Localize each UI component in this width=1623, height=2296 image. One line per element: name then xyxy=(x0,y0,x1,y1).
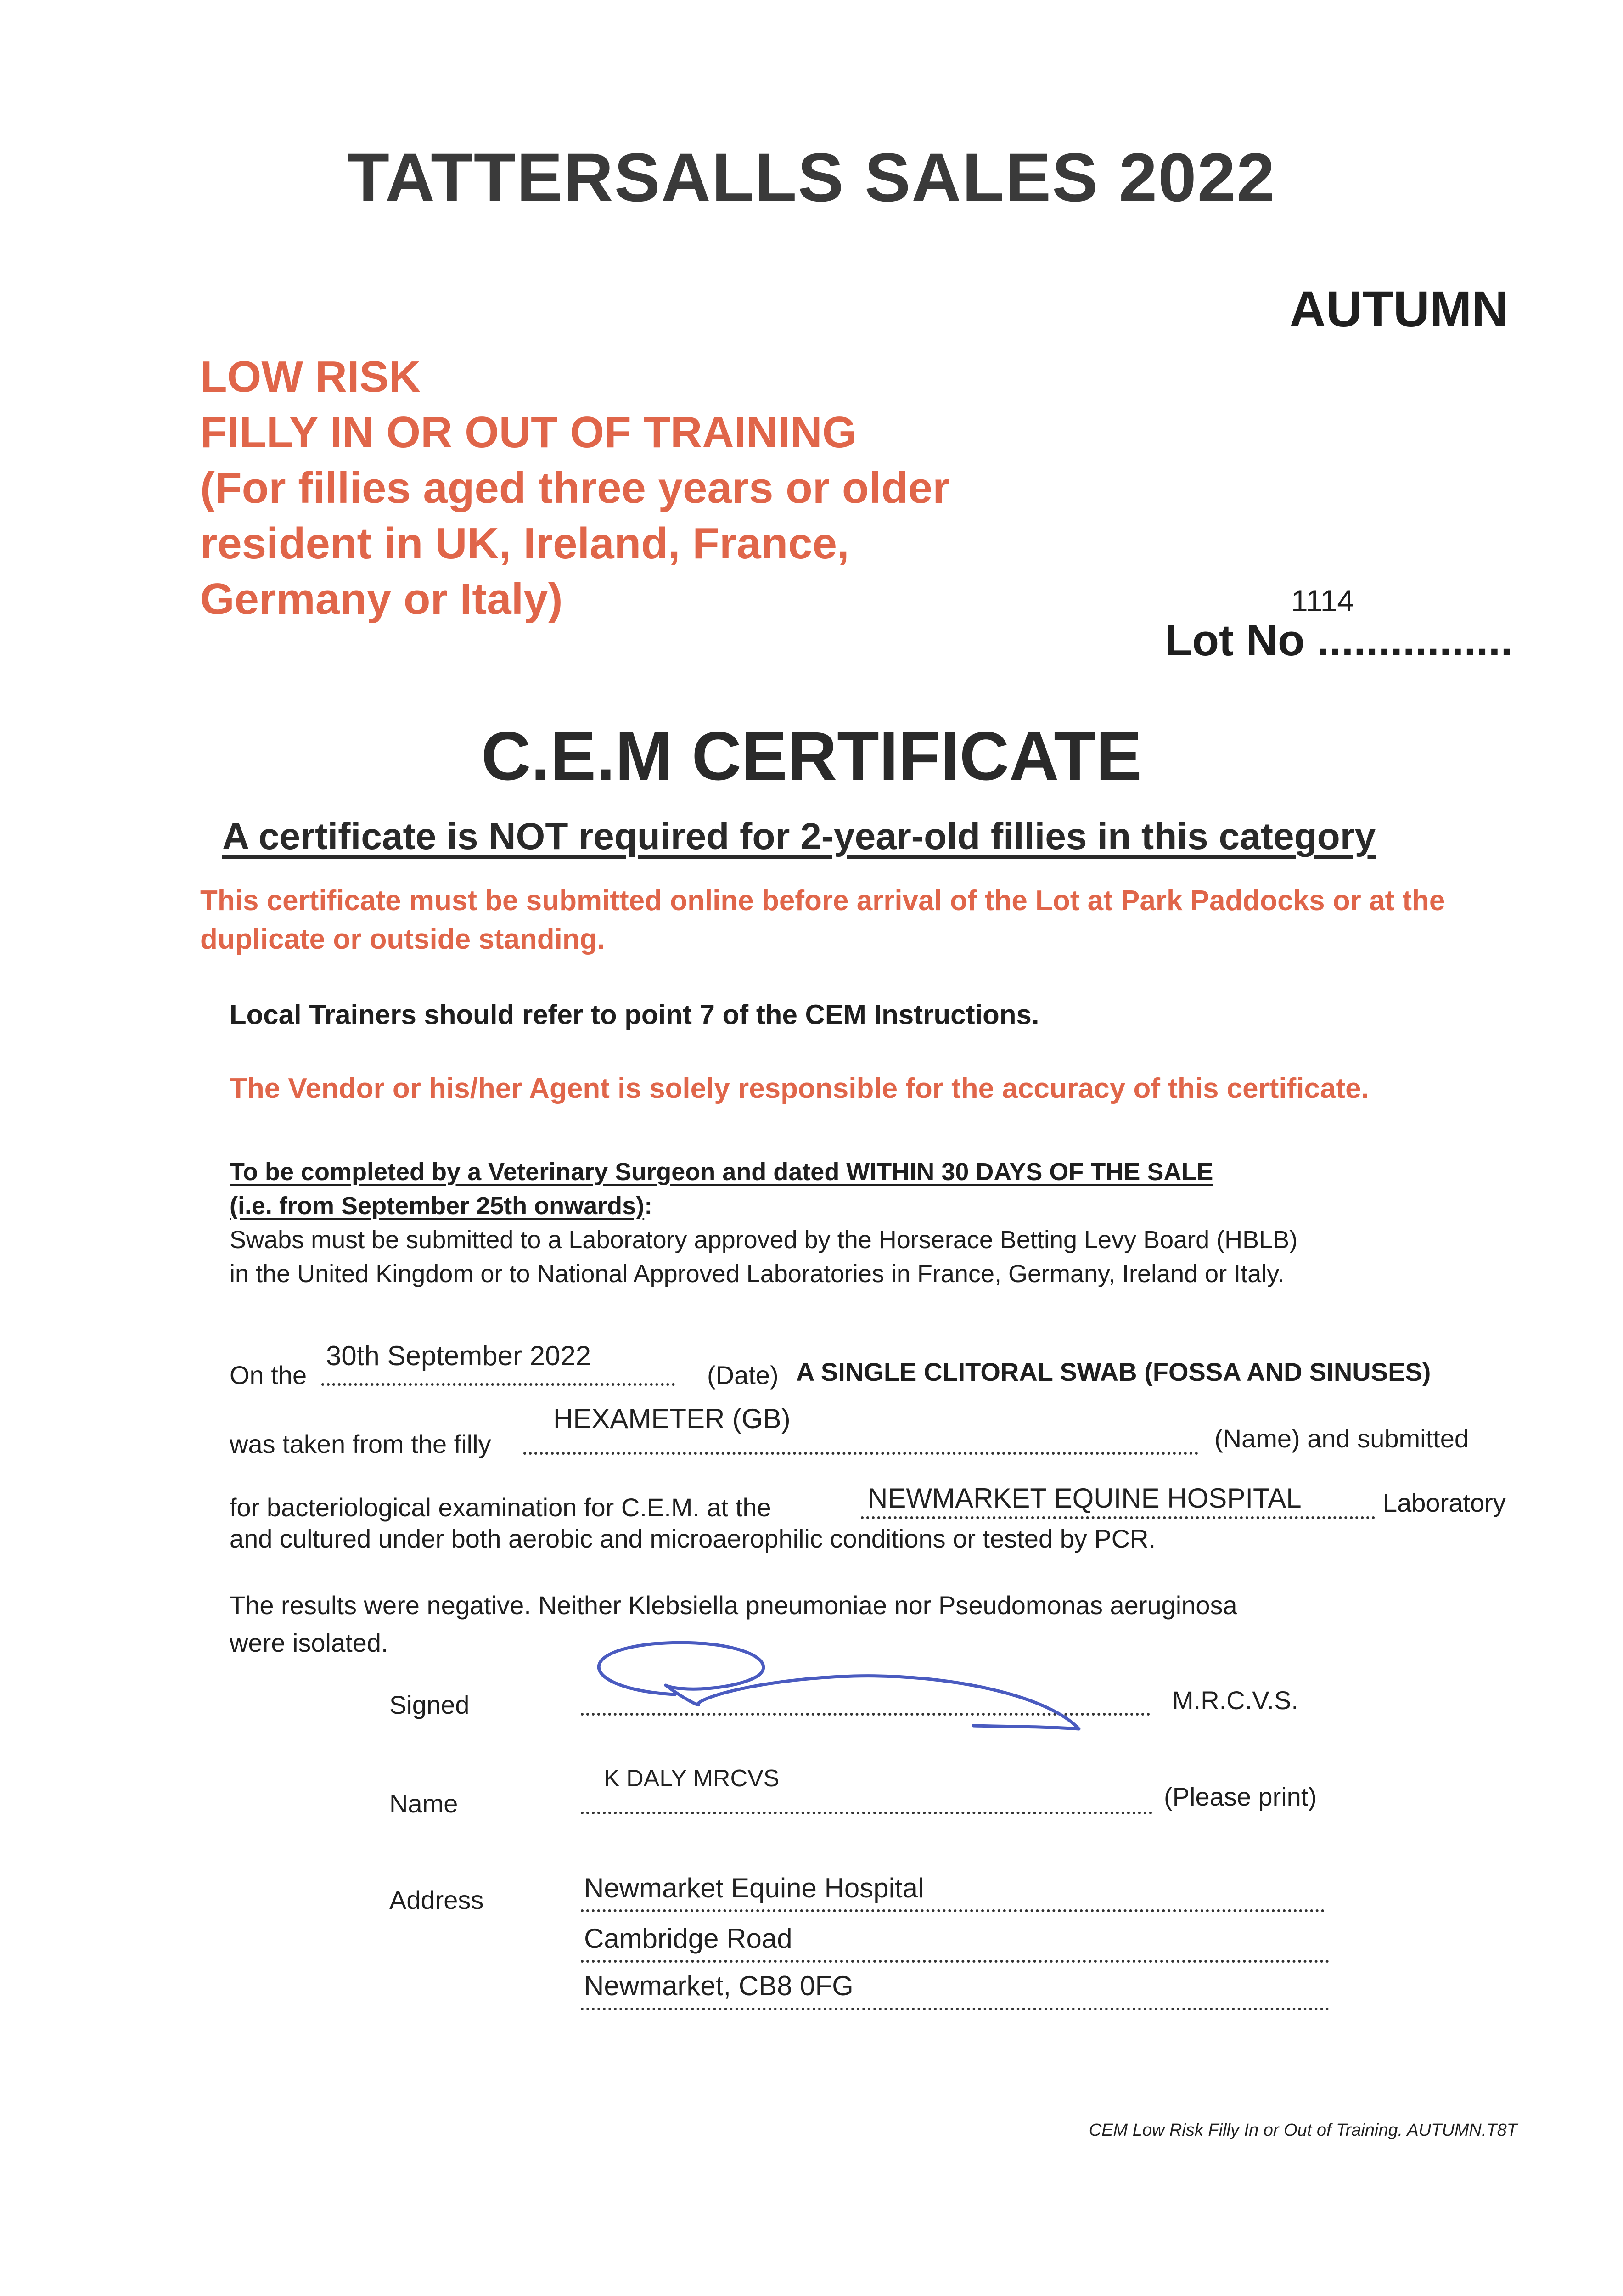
footer-reference: CEM Low Risk Filly In or Out of Training. AUTUMN.T8T xyxy=(1089,2121,1517,2140)
lot-number-value: 1114 xyxy=(1291,584,1354,618)
swab-date-value: 30th September 2022 xyxy=(326,1340,591,1371)
laboratory-value: NEWMARKET EQUINE HOSPITAL xyxy=(868,1483,1302,1514)
category-line: resident in UK, Ireland, France, xyxy=(200,519,849,568)
category-line: Germany or Italy) xyxy=(200,574,563,624)
submission-notice: This certificate must be submitted online before arrival of the Lot at Park Paddocks or at the duplicate or outside standing. xyxy=(200,885,1445,955)
results-line: The results were negative. Neither Klebsiella pneumoniae nor Pseudomonas aeruginosa xyxy=(230,1591,1237,1620)
lot-number-label: Lot No xyxy=(1165,616,1305,665)
mrcvs-suffix: M.R.C.V.S. xyxy=(1172,1686,1298,1715)
certificate-title: C.E.M CERTIFICATE xyxy=(481,717,1142,794)
name-label: Name xyxy=(389,1789,458,1818)
filly-name-dotted-line xyxy=(523,1434,1198,1455)
vet-name-value: K DALY MRCVS xyxy=(604,1765,780,1792)
completion-colon: : xyxy=(644,1192,653,1220)
category-line: (For fillies aged three years or older xyxy=(200,463,950,512)
filly-name-label: (Name) and submitted xyxy=(1214,1424,1469,1453)
address-line: Newmarket Equine Hospital xyxy=(584,1873,924,1903)
category-line: FILLY IN OR OUT OF TRAINING xyxy=(200,408,857,457)
exam-text: for bacteriological examination for C.E.M. at the xyxy=(230,1493,771,1522)
vendor-notice: The Vendor or his/her Agent is solely responsible for the accuracy of this certificate. xyxy=(230,1073,1369,1104)
completion-heading: To be completed by a Veterinary Surgeon and dated WITHIN 30 DAYS OF THE SALE xyxy=(230,1158,1213,1186)
certificate-subtitle: A certificate is NOT required for 2-year-old fillies in this category xyxy=(222,816,1376,857)
name-dotted-line xyxy=(581,1793,1152,1814)
sale-season: AUTUMN xyxy=(1289,281,1508,338)
vet-signature xyxy=(560,1635,1111,1745)
please-print-label: (Please print) xyxy=(1164,1782,1317,1811)
swab-instructions-line: in the United Kingdom or to National Approved Laboratories in France, Germany, Ireland or Italy. xyxy=(230,1260,1285,1288)
lot-number-dots: ................ xyxy=(1317,616,1513,665)
taken-from-label: was taken from the filly xyxy=(230,1429,491,1458)
swab-instructions-line: Swabs must be submitted to a Laboratory approved by the Horserace Betting Levy Board (HBLB) xyxy=(230,1226,1298,1254)
local-trainers-notice: Local Trainers should refer to point 7 of the CEM Instructions. xyxy=(230,999,1039,1030)
signed-label: Signed xyxy=(389,1690,470,1719)
completion-date-range: (i.e. from September 25th onwards) xyxy=(230,1192,645,1220)
completion-instructions xyxy=(230,1155,1297,1291)
lot-number-field xyxy=(1165,615,1513,666)
on-the-label: On the xyxy=(230,1361,307,1390)
category-line: LOW RISK xyxy=(200,352,421,401)
address-label: Address xyxy=(389,1885,484,1914)
document-title: TATTERSALLS SALES 2022 xyxy=(347,139,1276,216)
address-line: Cambridge Road xyxy=(584,1923,792,1954)
address-line: Newmarket, CB8 0FG xyxy=(584,1970,854,2001)
results-line: were isolated. xyxy=(230,1628,388,1657)
laboratory-label: Laboratory xyxy=(1383,1488,1506,1517)
filly-name-value: HEXAMETER (GB) xyxy=(553,1403,791,1434)
category-block xyxy=(200,349,950,627)
swab-type: A SINGLE CLITORAL SWAB (FOSSA AND SINUSES) xyxy=(796,1357,1431,1386)
date-label: (Date) xyxy=(707,1361,779,1390)
culture-text: and cultured under both aerobic and microaerophilic conditions or tested by PCR. xyxy=(230,1524,1156,1553)
